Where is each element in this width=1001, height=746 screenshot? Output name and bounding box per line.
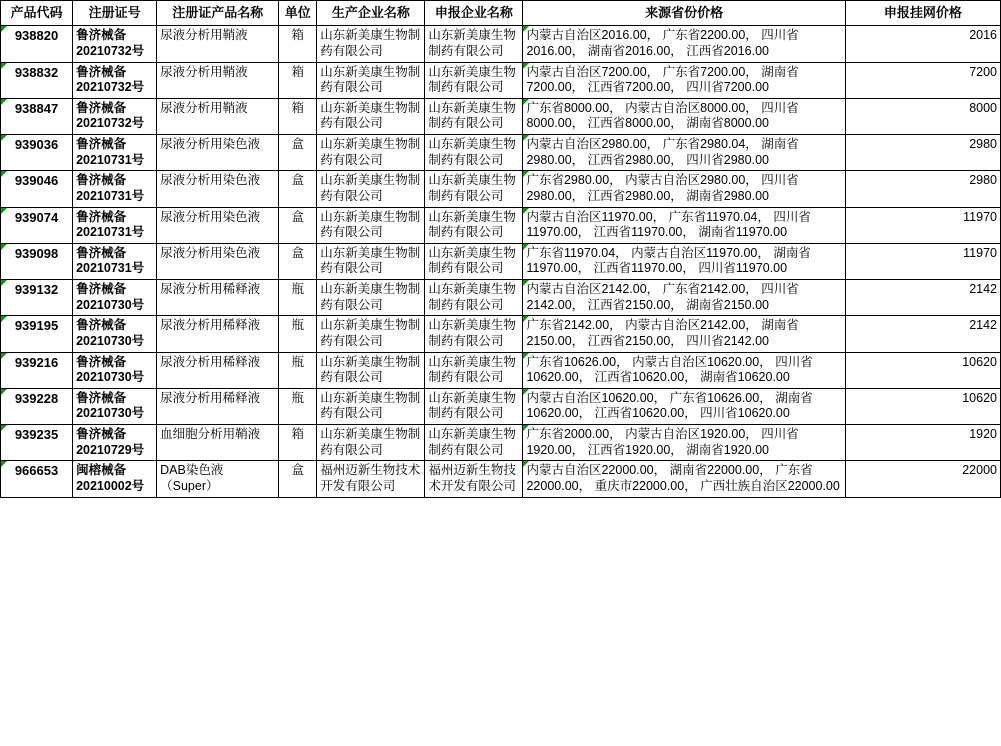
cell-source-province-price: 内蒙古自治区2142.00， 广东省2142.00， 四川省2142.00， 江西省2150.00， 湖南省2150.00	[523, 280, 845, 316]
cell-source-province-price: 内蒙古自治区2016.00， 广东省2200.00， 四川省2016.00， 湖南省2016.00， 江西省2016.00	[523, 26, 845, 62]
cell-manufacturer: 山东新美康生物制药有限公司	[317, 207, 425, 243]
cell-source-province-price: 内蒙古自治区11970.00， 广东省11970.04， 四川省11970.00， 江西省11970.00， 湖南省11970.00	[523, 207, 845, 243]
cell-manufacturer: 山东新美康生物制药有限公司	[317, 62, 425, 98]
cell-registration-number: 闽榕械备20210002号	[73, 461, 157, 497]
cell-product-name: 尿液分析用染色液	[157, 207, 279, 243]
cell-manufacturer: 山东新美康生物制药有限公司	[317, 352, 425, 388]
table-row	[1, 135, 1001, 171]
cell-product-code: 939074	[1, 207, 73, 243]
cell-source-province-price: 广东省2980.00， 内蒙古自治区2980.00， 四川省2980.00， 江西省2980.00， 湖南省2980.00	[523, 171, 845, 207]
cell-product-name: 尿液分析用稀释液	[157, 316, 279, 352]
table-row	[1, 352, 1001, 388]
cell-declaring-company: 福州迈新生物技术开发有限公司	[425, 461, 523, 497]
cell-product-name: 尿液分析用鞘液	[157, 26, 279, 62]
cell-registration-number: 鲁济械备20210730号	[73, 352, 157, 388]
table-row	[1, 280, 1001, 316]
cell-registration-number: 鲁济械备20210732号	[73, 26, 157, 62]
cell-declaring-company: 山东新美康生物制药有限公司	[425, 171, 523, 207]
cell-declared-listing-price: 2980	[845, 135, 1000, 171]
cell-product-code: 966653	[1, 461, 73, 497]
column-header-registration-number: 注册证号	[73, 1, 157, 26]
cell-declared-listing-price: 10620	[845, 388, 1000, 424]
cell-declaring-company: 山东新美康生物制药有限公司	[425, 98, 523, 134]
cell-manufacturer: 山东新美康生物制药有限公司	[317, 135, 425, 171]
cell-unit: 盒	[279, 207, 317, 243]
cell-source-province-price: 广东省10626.00， 内蒙古自治区10620.00， 四川省10620.00， 江西省10620.00， 湖南省10620.00	[523, 352, 845, 388]
cell-declared-listing-price: 2142	[845, 280, 1000, 316]
table-row	[1, 425, 1001, 461]
cell-product-name: 尿液分析用稀释液	[157, 388, 279, 424]
cell-declared-listing-price: 11970	[845, 207, 1000, 243]
cell-source-province-price: 广东省2142.00， 内蒙古自治区2142.00， 湖南省2150.00， 江西省2150.00， 四川省2142.00	[523, 316, 845, 352]
table-row	[1, 62, 1001, 98]
cell-unit: 箱	[279, 62, 317, 98]
cell-manufacturer: 山东新美康生物制药有限公司	[317, 26, 425, 62]
cell-unit: 瓶	[279, 388, 317, 424]
cell-source-province-price: 内蒙古自治区2980.00， 广东省2980.04， 湖南省2980.00， 江西省2980.00， 四川省2980.00	[523, 135, 845, 171]
cell-manufacturer: 福州迈新生物技术开发有限公司	[317, 461, 425, 497]
column-header-declared-listing-price: 申报挂网价格	[845, 1, 1000, 26]
cell-product-code: 939132	[1, 280, 73, 316]
cell-source-province-price: 广东省11970.04， 内蒙古自治区11970.00， 湖南省11970.00， 江西省11970.00， 四川省11970.00	[523, 243, 845, 279]
cell-unit: 盒	[279, 243, 317, 279]
cell-source-province-price: 内蒙古自治区10620.00， 广东省10626.00， 湖南省10620.00， 江西省10620.00， 四川省10620.00	[523, 388, 845, 424]
cell-declaring-company: 山东新美康生物制药有限公司	[425, 62, 523, 98]
cell-declaring-company: 山东新美康生物制药有限公司	[425, 388, 523, 424]
cell-registration-number: 鲁济械备20210731号	[73, 243, 157, 279]
column-header-manufacturer: 生产企业名称	[317, 1, 425, 26]
cell-product-name: 尿液分析用染色液	[157, 171, 279, 207]
column-header-product-code: 产品代码	[1, 1, 73, 26]
cell-unit: 箱	[279, 425, 317, 461]
cell-source-province-price: 内蒙古自治区7200.00， 广东省7200.00， 湖南省7200.00， 江西省7200.00， 四川省7200.00	[523, 62, 845, 98]
table-row	[1, 388, 1001, 424]
table-row	[1, 171, 1001, 207]
cell-registration-number: 鲁济械备20210731号	[73, 171, 157, 207]
table-row	[1, 207, 1001, 243]
cell-product-code: 939195	[1, 316, 73, 352]
cell-registration-number: 鲁济械备20210732号	[73, 62, 157, 98]
table-row	[1, 26, 1001, 62]
cell-unit: 瓶	[279, 316, 317, 352]
cell-declaring-company: 山东新美康生物制药有限公司	[425, 280, 523, 316]
cell-registration-number: 鲁济械备20210731号	[73, 135, 157, 171]
cell-product-code: 939228	[1, 388, 73, 424]
table-row	[1, 316, 1001, 352]
cell-declaring-company: 山东新美康生物制药有限公司	[425, 243, 523, 279]
cell-manufacturer: 山东新美康生物制药有限公司	[317, 388, 425, 424]
cell-unit: 瓶	[279, 352, 317, 388]
cell-product-code: 938820	[1, 26, 73, 62]
cell-product-code: 939216	[1, 352, 73, 388]
cell-product-name: 尿液分析用稀释液	[157, 280, 279, 316]
cell-unit: 盒	[279, 171, 317, 207]
cell-manufacturer: 山东新美康生物制药有限公司	[317, 98, 425, 134]
cell-registration-number: 鲁济械备20210729号	[73, 425, 157, 461]
cell-unit: 箱	[279, 26, 317, 62]
cell-declared-listing-price: 1920	[845, 425, 1000, 461]
cell-product-code: 939036	[1, 135, 73, 171]
cell-manufacturer: 山东新美康生物制药有限公司	[317, 316, 425, 352]
cell-source-province-price: 内蒙古自治区22000.00， 湖南省22000.00， 广东省22000.00， 重庆市22000.00， 广西壮族自治区22000.00	[523, 461, 845, 497]
cell-declared-listing-price: 8000	[845, 98, 1000, 134]
cell-product-name: DAB染色液（Super）	[157, 461, 279, 497]
column-header-product-name: 注册证产品名称	[157, 1, 279, 26]
cell-declaring-company: 山东新美康生物制药有限公司	[425, 207, 523, 243]
cell-product-name: 尿液分析用染色液	[157, 135, 279, 171]
cell-manufacturer: 山东新美康生物制药有限公司	[317, 425, 425, 461]
cell-unit: 箱	[279, 98, 317, 134]
cell-product-code: 938832	[1, 62, 73, 98]
cell-declared-listing-price: 2016	[845, 26, 1000, 62]
cell-declaring-company: 山东新美康生物制药有限公司	[425, 425, 523, 461]
table-body	[1, 26, 1001, 497]
column-header-declaring-company: 申报企业名称	[425, 1, 523, 26]
cell-unit: 盒	[279, 461, 317, 497]
cell-manufacturer: 山东新美康生物制药有限公司	[317, 243, 425, 279]
cell-product-code: 938847	[1, 98, 73, 134]
cell-declared-listing-price: 22000	[845, 461, 1000, 497]
cell-manufacturer: 山东新美康生物制药有限公司	[317, 171, 425, 207]
cell-unit: 瓶	[279, 280, 317, 316]
cell-product-code: 939098	[1, 243, 73, 279]
table-row	[1, 98, 1001, 134]
cell-product-code: 939235	[1, 425, 73, 461]
column-header-source-province-price: 来源省份价格	[523, 1, 845, 26]
cell-registration-number: 鲁济械备20210730号	[73, 388, 157, 424]
cell-product-name: 尿液分析用鞘液	[157, 62, 279, 98]
cell-declaring-company: 山东新美康生物制药有限公司	[425, 135, 523, 171]
cell-declaring-company: 山东新美康生物制药有限公司	[425, 316, 523, 352]
cell-source-province-price: 广东省8000.00， 内蒙古自治区8000.00， 四川省8000.00， 江西省8000.00， 湖南省8000.00	[523, 98, 845, 134]
cell-manufacturer: 山东新美康生物制药有限公司	[317, 280, 425, 316]
table-row	[1, 461, 1001, 497]
table-row	[1, 243, 1001, 279]
column-header-unit: 单位	[279, 1, 317, 26]
cell-product-name: 尿液分析用稀释液	[157, 352, 279, 388]
cell-declared-listing-price: 2980	[845, 171, 1000, 207]
cell-source-province-price: 广东省2000.00， 内蒙古自治区1920.00， 四川省1920.00， 江西省1920.00， 湖南省1920.00	[523, 425, 845, 461]
cell-product-name: 尿液分析用染色液	[157, 243, 279, 279]
cell-declared-listing-price: 10620	[845, 352, 1000, 388]
cell-product-code: 939046	[1, 171, 73, 207]
cell-declared-listing-price: 2142	[845, 316, 1000, 352]
cell-declared-listing-price: 7200	[845, 62, 1000, 98]
cell-registration-number: 鲁济械备20210732号	[73, 98, 157, 134]
cell-registration-number: 鲁济械备20210731号	[73, 207, 157, 243]
cell-registration-number: 鲁济械备20210730号	[73, 316, 157, 352]
cell-unit: 盒	[279, 135, 317, 171]
cell-product-name: 血细胞分析用鞘液	[157, 425, 279, 461]
cell-product-name: 尿液分析用鞘液	[157, 98, 279, 134]
cell-declared-listing-price: 11970	[845, 243, 1000, 279]
table-header-row	[1, 1, 1001, 26]
cell-declaring-company: 山东新美康生物制药有限公司	[425, 26, 523, 62]
cell-registration-number: 鲁济械备20210730号	[73, 280, 157, 316]
cell-declaring-company: 山东新美康生物制药有限公司	[425, 352, 523, 388]
